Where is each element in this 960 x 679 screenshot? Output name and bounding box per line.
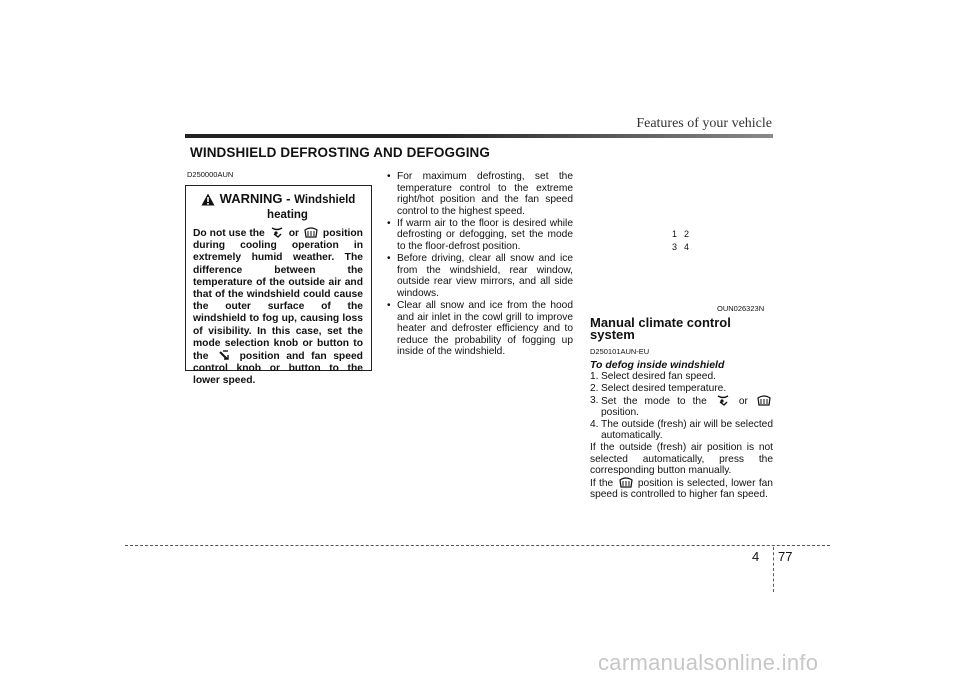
bullet-text: Before driving, clear all snow and ice from the windshield, rear window, outside rear view mirrors, and all side windows. [397,253,573,299]
figure-callouts [672,228,696,254]
header-rule-gradient [430,134,773,138]
watermark: carmanualsonline.info [598,650,819,675]
step-3: 3. Set the mode to the or position. [590,395,773,419]
defrost-mode-icon [304,227,318,238]
step3-text-b: or [738,395,748,407]
defrost-mode-icon [619,477,633,488]
warning-title-sub2: heating [267,209,308,221]
bullet-text: For maximum defrosting, set the temperature control to the extreme right/hot position and the fan speed control to the highest speed. [397,171,573,217]
step-text: Select desired temperature. [601,382,727,394]
bullet-list [387,171,573,359]
defrost-mode-icon [757,395,771,406]
step-text: The outside (fresh) air will be selected automatically. [601,418,773,442]
step-2: 2. Select desired temperature. [590,383,773,395]
warning-text [193,227,363,388]
warning-text-c: position during cooling operation in extremely humid weather. The difference between the temperature of the outside air and that of the windshield could cause the outer surface of the windshield to fog up, causing loss of visibility. In this case, set the mode selection knob or button to the [193,228,363,363]
floor-defrost-mode-icon [270,227,284,238]
figure-code: OUN026323N [717,304,765,313]
para2-text-a: If the [590,477,614,489]
warning-title-sub: Windshield [294,194,356,206]
warning-text-d: position and fan speed control knob or button to the lower speed. [193,351,363,387]
running-header: Features of your vehicle [636,116,772,131]
step3-text-c: position. [601,407,639,419]
list-item: • If warm air to the floor is desired while defrosting or defogging, set the mode to the floor-defrost position. [387,217,573,253]
warning-title: WARNING - [219,191,291,206]
para2-text-b: position is selected, lower fan speed is controlled to higher fan speed. [590,477,773,501]
manual-code: D250101AUN-EU [590,347,650,357]
warning-text-b: or [288,228,299,239]
floor-defrost-mode-icon [217,350,231,361]
callout-4: 4 [684,242,690,252]
list-item: • For maximum defrosting, set the temperature control to the extreme right/hot position and the fan speed control to the highest speed. [387,171,573,217]
warning-triangle-icon [201,193,215,206]
warning-text-a: Do not use the [193,228,265,239]
step-4: 4. The outside (fresh) air will be selected automatically. [590,418,773,442]
section-code: D250000AUN [187,170,234,179]
step3-text-a: Set the mode to the [601,395,707,407]
paragraph-fan-speed [590,477,773,501]
chapter-number: 4 [752,549,760,564]
footer-rule [125,545,830,546]
list-item: • Clear all snow and ice from the hood and air inlet in the cowl grill to improve heater and defroster efficiency and to reduce the probability of fogging up inside of the windshield. [387,300,573,358]
list-item: • Before driving, clear all snow and ice from the windshield, rear window, outside rear view mirrors, and all side windows. [387,253,573,299]
footer-divider [773,547,774,592]
section-title: WINDSHIELD DEFROSTING AND DEFOGGING [190,145,490,160]
callout-2: 2 [684,229,690,239]
warning-box [185,185,372,387]
paragraph-fresh-air: If the outside (fresh) air position is not selected automatically, press the corresponding button manually. [590,441,773,477]
page-number: 77 [778,549,793,564]
manual-title: Manual climate control system [590,315,731,342]
floor-defrost-mode-icon [716,395,730,406]
step-text: Select desired fan speed. [601,371,716,383]
defog-subtitle: To defog inside windshield [590,358,725,371]
step-1: 1. Select desired fan speed. [590,371,773,383]
callout-1: 1 [672,229,678,239]
bullet-text: Clear all snow and ice from the hood and air inlet in the cowl grill to improve heater and defroster efficiency and to reduce the probability of fogging up inside of the windshield. [397,300,573,358]
bullet-text: If warm air to the floor is desired while defrosting or defogging, set the mode to the floor-defrost position. [397,217,573,253]
warning-header [193,192,363,222]
manual-climate-section [590,317,773,501]
callout-3: 3 [672,242,678,252]
